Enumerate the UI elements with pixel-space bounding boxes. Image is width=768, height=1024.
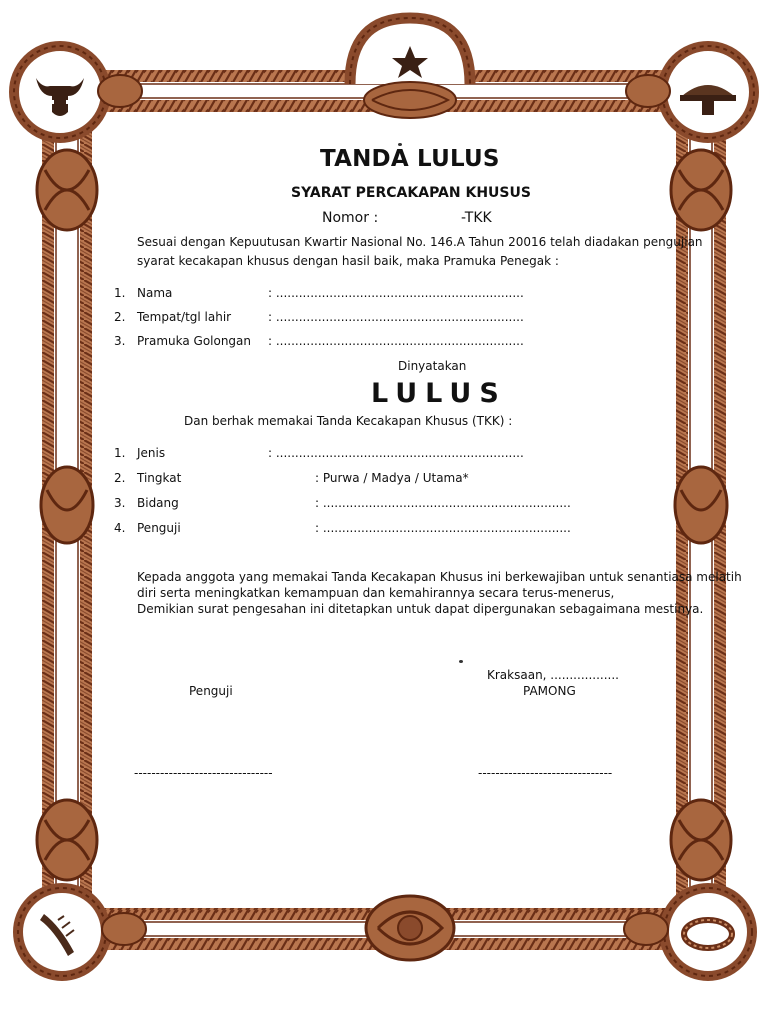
closing-line-2: diri serta meningkatkan kemampuan dan kemahirannya secara terus-menerus,: [137, 586, 615, 600]
field-label-bidang: Bidang: [137, 496, 179, 510]
tkk-intro: Dan berhak memakai Tanda Kecakapan Khusus (TKK) :: [184, 414, 513, 428]
field-number: 3.: [114, 334, 126, 348]
intro-line-2: syarat kecakapan khusus dengan hasil baik, maka Pramuka Penegak :: [137, 254, 559, 268]
place-date: Kraksaan, ..................: [487, 668, 619, 682]
field-value-bidang: : .................................................................: [315, 496, 571, 510]
pamong-signature-line: -------------------------------: [478, 766, 613, 780]
rope-rails: [42, 70, 726, 950]
dinyatakan-label: Dinyatakan: [398, 359, 467, 373]
field-value-tempat-tgl-lahir: : .................................................................: [268, 310, 524, 324]
field-label-tempat-tgl-lahir: Tempat/tgl lahir: [137, 310, 232, 324]
field-label-jenis: Jenis: [137, 446, 166, 460]
field-value-penguji: : .................................................................: [315, 521, 571, 535]
page-subtitle: SYARAT PERCAKAPAN KHUSUS: [291, 185, 531, 201]
corner-bottom-left: [18, 888, 106, 976]
field-number: 4.: [114, 521, 126, 535]
field-value-nama: : .................................................................: [268, 286, 524, 300]
field-number: 2.: [114, 310, 126, 324]
bottom-center-knot: [366, 896, 454, 960]
result-heading: LULUS: [371, 378, 507, 409]
field-number: 2.: [114, 471, 126, 485]
field-number: 3.: [114, 496, 126, 510]
field-label-tingkat: Tingkat: [137, 471, 182, 485]
pamong-role-label: PAMONG: [523, 684, 576, 698]
field-value-jenis: : .................................................................: [268, 446, 524, 460]
nomor-suffix: -TKK: [461, 210, 492, 226]
field-number: 1.: [114, 286, 126, 300]
page-title: TANDA LULUS: [320, 146, 500, 172]
field-label-penguji: Penguji: [137, 521, 181, 535]
field-number: 1.: [114, 446, 126, 460]
ink-speck: [398, 143, 402, 146]
closing-line-3: Demikian surat pengesahan ini ditetapkan untuk dapat dipergunakan sebagaimana mestinya.: [137, 602, 704, 616]
closing-line-1: Kepada anggota yang memakai Tanda Kecakapan Khusus ini berkewajiban untuk senantiasa melatih: [137, 570, 742, 584]
intro-line-1: Sesuai dengan Kepuutusan Kwartir Nasional No. 146.A Tahun 20016 telah diadakan pengujian: [137, 235, 703, 249]
field-value-tingkat: : Purwa / Madya / Utama*: [315, 471, 469, 485]
penguji-role-label: Penguji: [189, 684, 233, 698]
ink-speck: [459, 660, 463, 663]
penguji-signature-line: --------------------------------: [134, 766, 273, 780]
field-label-pramuka-golongan: Pramuka Golongan: [137, 334, 252, 348]
field-label-nama: Nama: [137, 286, 173, 300]
side-knots: [37, 75, 731, 945]
nomor-label: Nomor :: [322, 210, 379, 226]
corner-bottom-right: [664, 888, 752, 976]
field-value-pramuka-golongan: : .................................................................: [268, 334, 524, 348]
